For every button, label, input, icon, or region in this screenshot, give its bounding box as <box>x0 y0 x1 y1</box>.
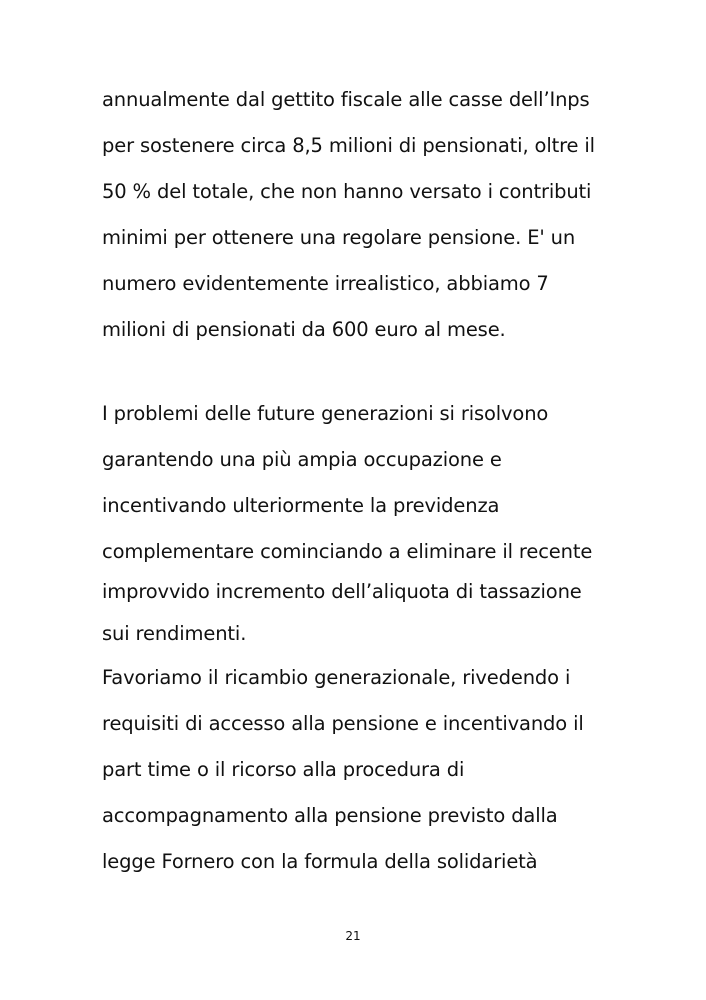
text-line: incentivando ulteriormente la previdenza <box>102 494 500 517</box>
text-line: milioni di pensionati da 600 euro al mese. <box>102 318 506 341</box>
text-line: minimi per ottenere una regolare pensione. E' un <box>102 226 576 249</box>
text-line: 50 % del totale, che non hanno versato i contributi <box>102 180 592 203</box>
text-line: sui rendimenti. <box>102 622 247 645</box>
text-line: Favoriamo il ricambio generazionale, rivedendo i <box>102 666 571 689</box>
text-line: requisiti di accesso alla pensione e incentivando il <box>102 712 584 735</box>
text-line: I problemi delle future generazioni si risolvono <box>102 402 549 425</box>
text-line: legge Fornero con la formula della solidarietà <box>102 850 538 873</box>
text-line: complementare cominciando a eliminare il recente <box>102 540 593 563</box>
text-line: part time o il ricorso alla procedura di <box>102 758 465 781</box>
page-number: 21 <box>345 929 361 943</box>
text-line: improvvido incremento dell’aliquota di tassazione <box>102 580 582 603</box>
text-line: numero evidentemente irrealistico, abbiamo 7 <box>102 272 549 295</box>
text-line: annualmente dal gettito fiscale alle casse dell’Inps <box>102 88 590 111</box>
text-line: per sostenere circa 8,5 milioni di pensionati, oltre il <box>102 134 595 157</box>
text-line: garantendo una più ampia occupazione e <box>102 448 502 471</box>
text-line: accompagnamento alla pensione previsto dalla <box>102 804 558 827</box>
